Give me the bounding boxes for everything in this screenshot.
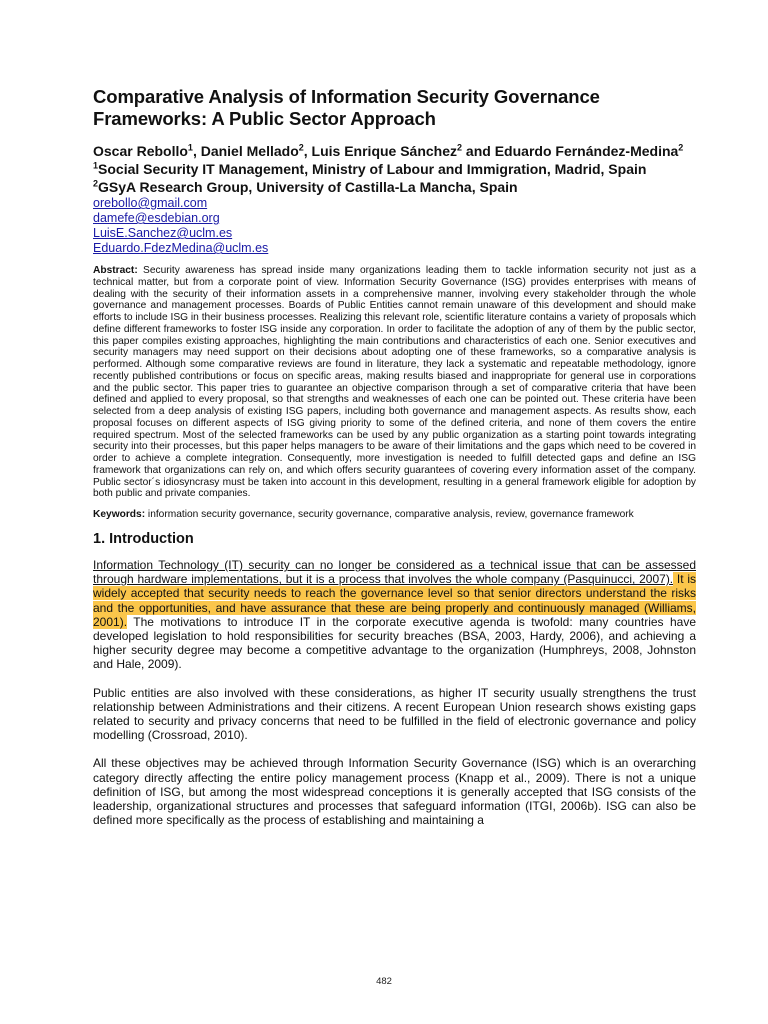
abstract <box>93 265 696 500</box>
email-link-4[interactable]: Eduardo.FdezMedina@uclm.es <box>93 241 269 255</box>
keywords-text: information security governance, security governance, comparative analysis, review, governance framework <box>145 509 634 520</box>
keywords <box>93 509 696 521</box>
author-4: Eduardo Fernández-Medina$^2$ <box>494 142 684 159</box>
email-link-1[interactable]: orebollo@gmail.com <box>93 196 208 210</box>
intro-paragraph-2: Public entities are also involved with these considerations, as higher IT security usually strengthens the trust relationship between Administrations and their citizens. A recent European Union research shows existing gaps related to security and privacy concerns that need to be fulfilled in the field of electronic governance and policy modelling (Crossroad, 2010). <box>93 685 696 743</box>
paper-title: Comparative Analysis of Information Security Governance Frameworks: A Public Sector Approach <box>93 86 600 129</box>
email-link-3[interactable]: LuisE.Sanchez@uclm.es <box>93 226 233 240</box>
page-number: 482 <box>376 976 392 987</box>
author-3: Luis Enrique Sánchez$^2$ and <box>311 142 495 159</box>
abstract-text: Security awareness has spread inside many organizations leading them to tackle information security not just as a technical matter, but from a corporate point of view. Information Security Governance (ISG) provides enterprises with means of dealing with the security of their information assets in a comprehensive manner, involving every stakeholder through the whole governance and management processes. Boards of Public Entities cannot remain unaware of this development and should make efforts to include ISG in their business processes. Realizing this relevant role, scientific literature contains a variety of proposals which define different frameworks to foster ISG inside any corporation. In order to facilitate the adoption of any of them by the public sector, this paper compiles existing approaches, highlighting the main contributions and characteristics of each one. Senior executives and security managers may need support on their decisions about adopting one of these frameworks, so a comparative analysis is performed. Although some comparative reviews are found in literature, they lack a systematic and repeatable methodology, ignore recently published contributions or focus on specific areas, making results biased and inappropriate for general use in corporations and the public sector. This paper tries to guarantee an objective comparison through a set of comparative criteria that have been defined and applied to every proposal, so that strengths and weaknesses of each one can be pointed out. These criteria have been selected from a deep analysis of existing ISG papers, including both governance and management aspects. As results show, each proposal focuses on different aspects of ISG giving priority to some of the defined criteria, and none of them covers the entire required spectrum. Most of the selected frameworks can be used by any public organization as a starting point towards integrating security into their processes, but this paper helps managers to be aware of their limitations and the gaps which need to be covered in order to achieve a complete integration. Consequently, more investigation is needed to fulfill detected gaps and define an ISG framework that organizations can rely on, and which offers security guarantees of covering every information asset of the company. Public sector´s idiosyncrasy must be taken into account in this development, resulting in a general framework eligible for adoption by both public and private companies. <box>93 265 696 500</box>
keywords-label: Keywords: <box>93 509 146 520</box>
author-2: Daniel Mellado$^2$, <box>200 142 312 159</box>
affiliation-2: $^2$GSyA Research Group, University of Castilla-La Mancha, Spain <box>93 178 518 195</box>
highlighted-text: It is widely accepted that security needs to reach the governance level so that senior directors understand the risks and the opportunities, and have assurance that these are being properly and continuously managed (Williams, 2001). <box>93 572 696 629</box>
abstract-label: Abstract: <box>93 265 138 276</box>
paragraph-text: The motivations to introduce IT in the corporate executive agenda is twofold: many countries have developed legislation to hold responsibilities for security breaches (BSA, 2003, Hardy, 2006), and achieving a higher security degree may become a competitive advantage to the organization (Humphreys, 2008, Johnston and Hale, 2009). <box>93 614 696 672</box>
email-list <box>93 196 696 256</box>
intro-paragraph-1 <box>93 558 696 672</box>
email-link-2[interactable]: damefe@esdebian.org <box>93 211 220 225</box>
author-list <box>93 142 696 160</box>
underlined-text: Information Technology (IT) security can no longer be considered as a technical issue that can be assessed through hardware implementations, but it is a process that involves the whole company (Pasquinucci, 2007). <box>93 558 696 587</box>
intro-paragraph-3: All these objectives may be achieved through Information Security Governance (ISG) which is an overarching category directly affecting the entire policy management process (Knapp et al., 2009). There is not a unique definition of ISG, but among the most widespread conceptions it is generally accepted that ISG consists of the leadership, organizational structures and processes that safeguard information (ITGI, 2006b). ISG can also be defined more specifically as the process of establishing and maintaining a <box>93 756 696 828</box>
author-1: Oscar Rebollo$^1$, <box>93 142 201 159</box>
affiliation-1: $^1$Social Security IT Management, Ministry of Labour and Immigration, Madrid, Spain <box>93 160 647 177</box>
paper-page <box>93 86 696 841</box>
section-heading-introduction: 1. Introduction <box>93 531 194 547</box>
